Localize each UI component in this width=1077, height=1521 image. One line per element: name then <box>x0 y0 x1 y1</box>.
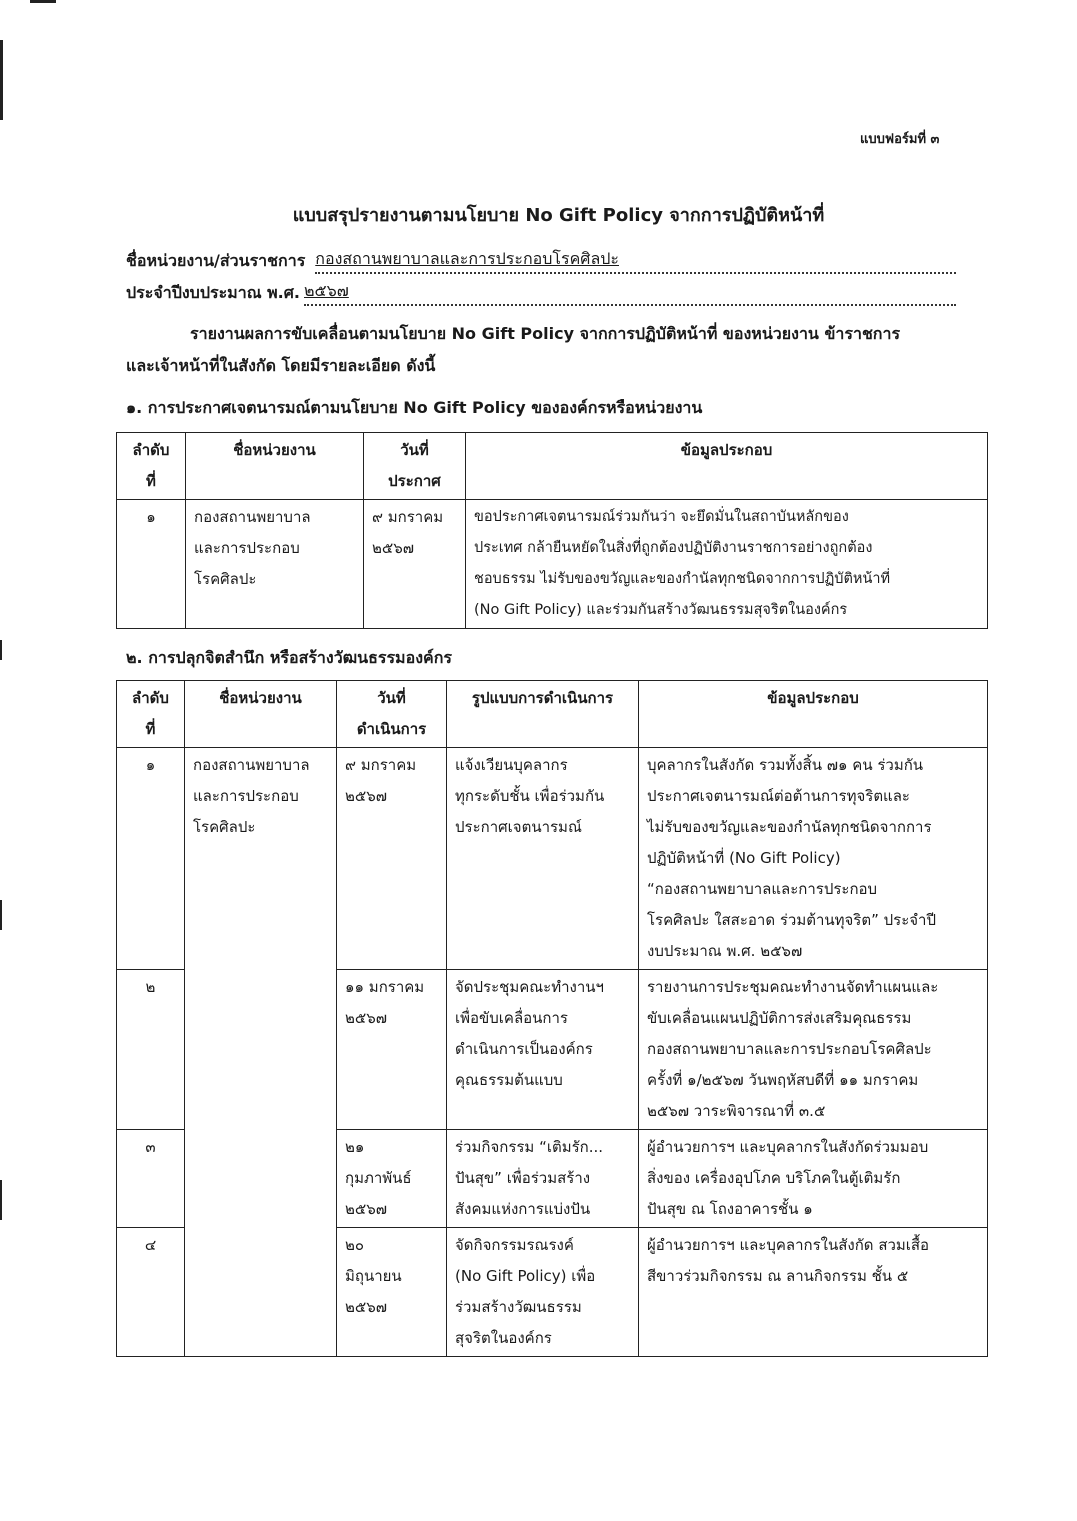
col-header-agency: ชื่อหน่วยงาน <box>185 681 337 748</box>
col-header-no-line2: ที่ <box>145 720 156 738</box>
cell-line: ๒๕๖๗ <box>345 1298 388 1316</box>
cell-no: ๑ <box>117 500 186 629</box>
cell-line: ประเทศ กล้ายืนหยัดในสิ่งที่ถูกต้องปฏิบัติงานราชการอย่างถูกต้อง <box>474 540 873 556</box>
cell-line: ทุกระดับชั้น เพื่อร่วมกัน <box>455 787 605 805</box>
cell-line: ผู้อำนวยการฯ และบุคลากรในสังกัดร่วมมอบ <box>647 1138 929 1156</box>
cell-line: ไม่รับของขวัญและของกำนัลทุกชนิดจากการ <box>647 818 932 836</box>
cell-line: ๑๑ มกราคม <box>345 978 425 996</box>
scan-edge-mark <box>0 40 3 120</box>
cell-line: แจ้งเวียนบุคลากร <box>455 756 568 774</box>
col-header-info: ข้อมูลประกอบ <box>639 681 988 748</box>
cell-line: ๒๕๖๗ <box>345 787 388 805</box>
col-header-no <box>117 681 185 748</box>
table-header-row <box>117 433 988 500</box>
col-header-date <box>337 681 447 748</box>
agency-value-line <box>315 248 956 274</box>
cell-line: ๒๕๖๗ <box>372 539 415 557</box>
fiscal-year-label: ประจำปีงบประมาณ พ.ศ. <box>126 283 300 302</box>
scan-edge-mark <box>0 900 2 930</box>
scan-edge-mark <box>0 640 2 660</box>
cell-format <box>447 1130 639 1228</box>
cell-info <box>639 1228 988 1357</box>
cell-line: และการประกอบ <box>193 787 299 805</box>
cell-no: ๑ <box>117 748 185 970</box>
cell-date <box>337 1228 447 1357</box>
col-header-no <box>117 433 186 500</box>
cell-line: ดำเนินการเป็นองค์กร <box>455 1040 593 1058</box>
cell-line: ๒๑ <box>345 1138 365 1156</box>
cell-agency <box>186 500 364 629</box>
cell-line: กองสถานพยาบาลและการประกอบโรคศิลปะ <box>647 1040 932 1058</box>
cell-format <box>447 970 639 1130</box>
cell-line: (No Gift Policy) เพื่อ <box>455 1267 596 1285</box>
cell-line: ๙ มกราคม <box>372 508 444 526</box>
cell-line: สุจริตในองค์กร <box>455 1329 552 1347</box>
cell-line: ประกาศเจตนารมณ์ <box>455 818 582 836</box>
col-header-no-line1: ลำดับ <box>132 689 169 707</box>
cell-no: ๔ <box>117 1228 185 1357</box>
section-2-heading: ๒. การปลุกจิตสำนึก หรือสร้างวัฒนธรรมองค์กร <box>126 648 453 667</box>
cell-line: ขอประกาศเจตนารมณ์ร่วมกันว่า จะยึดมั่นในสถาบันหลักของ <box>474 509 849 525</box>
cell-date <box>364 500 466 629</box>
scan-edge-mark <box>30 0 56 3</box>
fiscal-year-value-line <box>304 280 956 306</box>
intro-line-2: และเจ้าหน้าที่ในสังกัด โดยมีรายละเอียด ดังนี้ <box>126 356 436 375</box>
intro-paragraph <box>126 318 982 382</box>
cell-line: สีขาวร่วมกิจกรรม ณ ลานกิจกรรม ชั้น ๕ <box>647 1267 909 1285</box>
cell-line: โรคศิลปะ <box>194 570 257 588</box>
cell-line: ๒๕๖๗ <box>345 1009 388 1027</box>
cell-line: ๙ มกราคม <box>345 756 417 774</box>
col-header-date <box>364 433 466 500</box>
cell-line: กองสถานพยาบาล <box>194 508 311 526</box>
cell-line: มิถุนายน <box>345 1267 402 1285</box>
cell-line: ชอบธรรม ไม่รับของขวัญและของกำนัลทุกชนิดจากการปฏิบัติหน้าที่ <box>474 571 891 587</box>
cell-no: ๓ <box>117 1130 185 1228</box>
col-header-date-line1: วันที่ <box>377 689 406 707</box>
cell-info <box>639 1130 988 1228</box>
cell-line: โรคศิลปะ ใสสะอาด ร่วมต้านทุจริต” ประจำปี <box>647 911 937 929</box>
cell-line: ครั้งที่ ๑/๒๕๖๗ วันพฤหัสบดีที่ ๑๑ มกราคม <box>647 1071 919 1089</box>
col-header-no-line2: ที่ <box>146 472 156 490</box>
cell-format <box>447 748 639 970</box>
cell-agency <box>185 748 337 1357</box>
declaration-table <box>116 432 988 629</box>
awareness-table <box>116 680 988 1357</box>
cell-info <box>466 500 988 629</box>
cell-line: (No Gift Policy) และร่วมกันสร้างวัฒนธรรมสุจริตในองค์กร <box>474 602 848 618</box>
cell-line: สังคมแห่งการแบ่งปัน <box>455 1200 591 1218</box>
col-header-date-line1: วันที่ <box>400 441 429 459</box>
cell-line: จัดประชุมคณะทำงานฯ <box>455 978 604 996</box>
cell-line: บุคลากรในสังกัด รวมทั้งสิ้น ๗๑ คน ร่วมกัน <box>647 756 924 774</box>
cell-line: ปันสุข ณ โถงอาคารชั้น ๑ <box>647 1200 813 1218</box>
cell-line: เพื่อขับเคลื่อนการ <box>455 1009 568 1027</box>
cell-line: และการประกอบ <box>194 539 300 557</box>
cell-line: ปฏิบัติหน้าที่ (No Gift Policy) <box>647 849 841 867</box>
cell-line: งบประมาณ พ.ศ. ๒๕๖๗ <box>647 942 803 960</box>
cell-line: สิ่งของ เครื่องอุปโภค บริโภคในตู้เติมรัก <box>647 1169 901 1187</box>
cell-no: ๒ <box>117 970 185 1130</box>
cell-line: กองสถานพยาบาล <box>193 756 310 774</box>
cell-line: จัดกิจกรรมรณรงค์ <box>455 1236 574 1254</box>
agency-label: ชื่อหน่วยงาน/ส่วนราชการ <box>126 251 306 270</box>
form-number: แบบฟอร์มที่ ๓ <box>860 132 940 147</box>
col-header-agency: ชื่อหน่วยงาน <box>186 433 364 500</box>
cell-line: ร่วมกิจกรรม “เติมรัก... <box>455 1138 604 1156</box>
cell-info <box>639 970 988 1130</box>
fiscal-year-value: ๒๕๖๗ <box>303 281 349 300</box>
cell-date <box>337 1130 447 1228</box>
cell-line: ผู้อำนวยการฯ และบุคลากรในสังกัด สวมเสื้อ <box>647 1236 930 1254</box>
cell-line: คุณธรรมต้นแบบ <box>455 1071 563 1089</box>
col-header-format: รูปแบบการดำเนินการ <box>447 681 639 748</box>
cell-line: โรคศิลปะ <box>193 818 256 836</box>
cell-info <box>639 748 988 970</box>
cell-format <box>447 1228 639 1357</box>
agency-value: กองสถานพยาบาลและการประกอบโรคศิลปะ <box>315 249 619 268</box>
table-row <box>117 500 988 629</box>
section-1-heading: ๑. การประกาศเจตนารมณ์ตามนโยบาย No Gift Policy ขององค์กรหรือหน่วยงาน <box>126 398 703 417</box>
cell-line: ปันสุข” เพื่อร่วมสร้าง <box>455 1169 591 1187</box>
cell-line: ๒๕๖๗ วาระพิจารณาที่ ๓.๕ <box>647 1102 826 1120</box>
col-header-date-line2: ประกาศ <box>388 472 441 490</box>
document-title: แบบสรุปรายงานตามนโยบาย No Gift Policy จากการปฏิบัติหน้าที่ <box>292 205 825 226</box>
scan-edge-mark <box>0 1180 2 1220</box>
intro-line-1: รายงานผลการขับเคลื่อนตามนโยบาย No Gift Policy จากการปฏิบัติหน้าที่ ของหน่วยงาน ข้าราชการ <box>190 324 901 343</box>
cell-line: ขับเคลื่อนแผนปฏิบัติการส่งเสริมคุณธรรม <box>647 1009 912 1027</box>
col-header-no-line1: ลำดับ <box>132 441 170 459</box>
cell-line: “กองสถานพยาบาลและการประกอบ <box>647 880 878 898</box>
cell-line: ๒๐ <box>345 1236 365 1254</box>
cell-line: ๒๕๖๗ <box>345 1200 388 1218</box>
col-header-date-line2: ดำเนินการ <box>356 720 427 738</box>
cell-date <box>337 748 447 970</box>
cell-line: กุมภาพันธ์ <box>345 1169 412 1187</box>
fiscal-year-field <box>126 280 956 306</box>
table-row <box>117 748 988 970</box>
cell-line: รายงานการประชุมคณะทำงานจัดทำแผนและ <box>647 978 939 996</box>
cell-date <box>337 970 447 1130</box>
col-header-info: ข้อมูลประกอบ <box>466 433 988 500</box>
table-header-row <box>117 681 988 748</box>
cell-line: ร่วมสร้างวัฒนธรรม <box>455 1298 582 1316</box>
cell-line: ประกาศเจตนารมณ์ต่อต้านการทุจริตและ <box>647 787 910 805</box>
agency-field <box>126 248 956 274</box>
